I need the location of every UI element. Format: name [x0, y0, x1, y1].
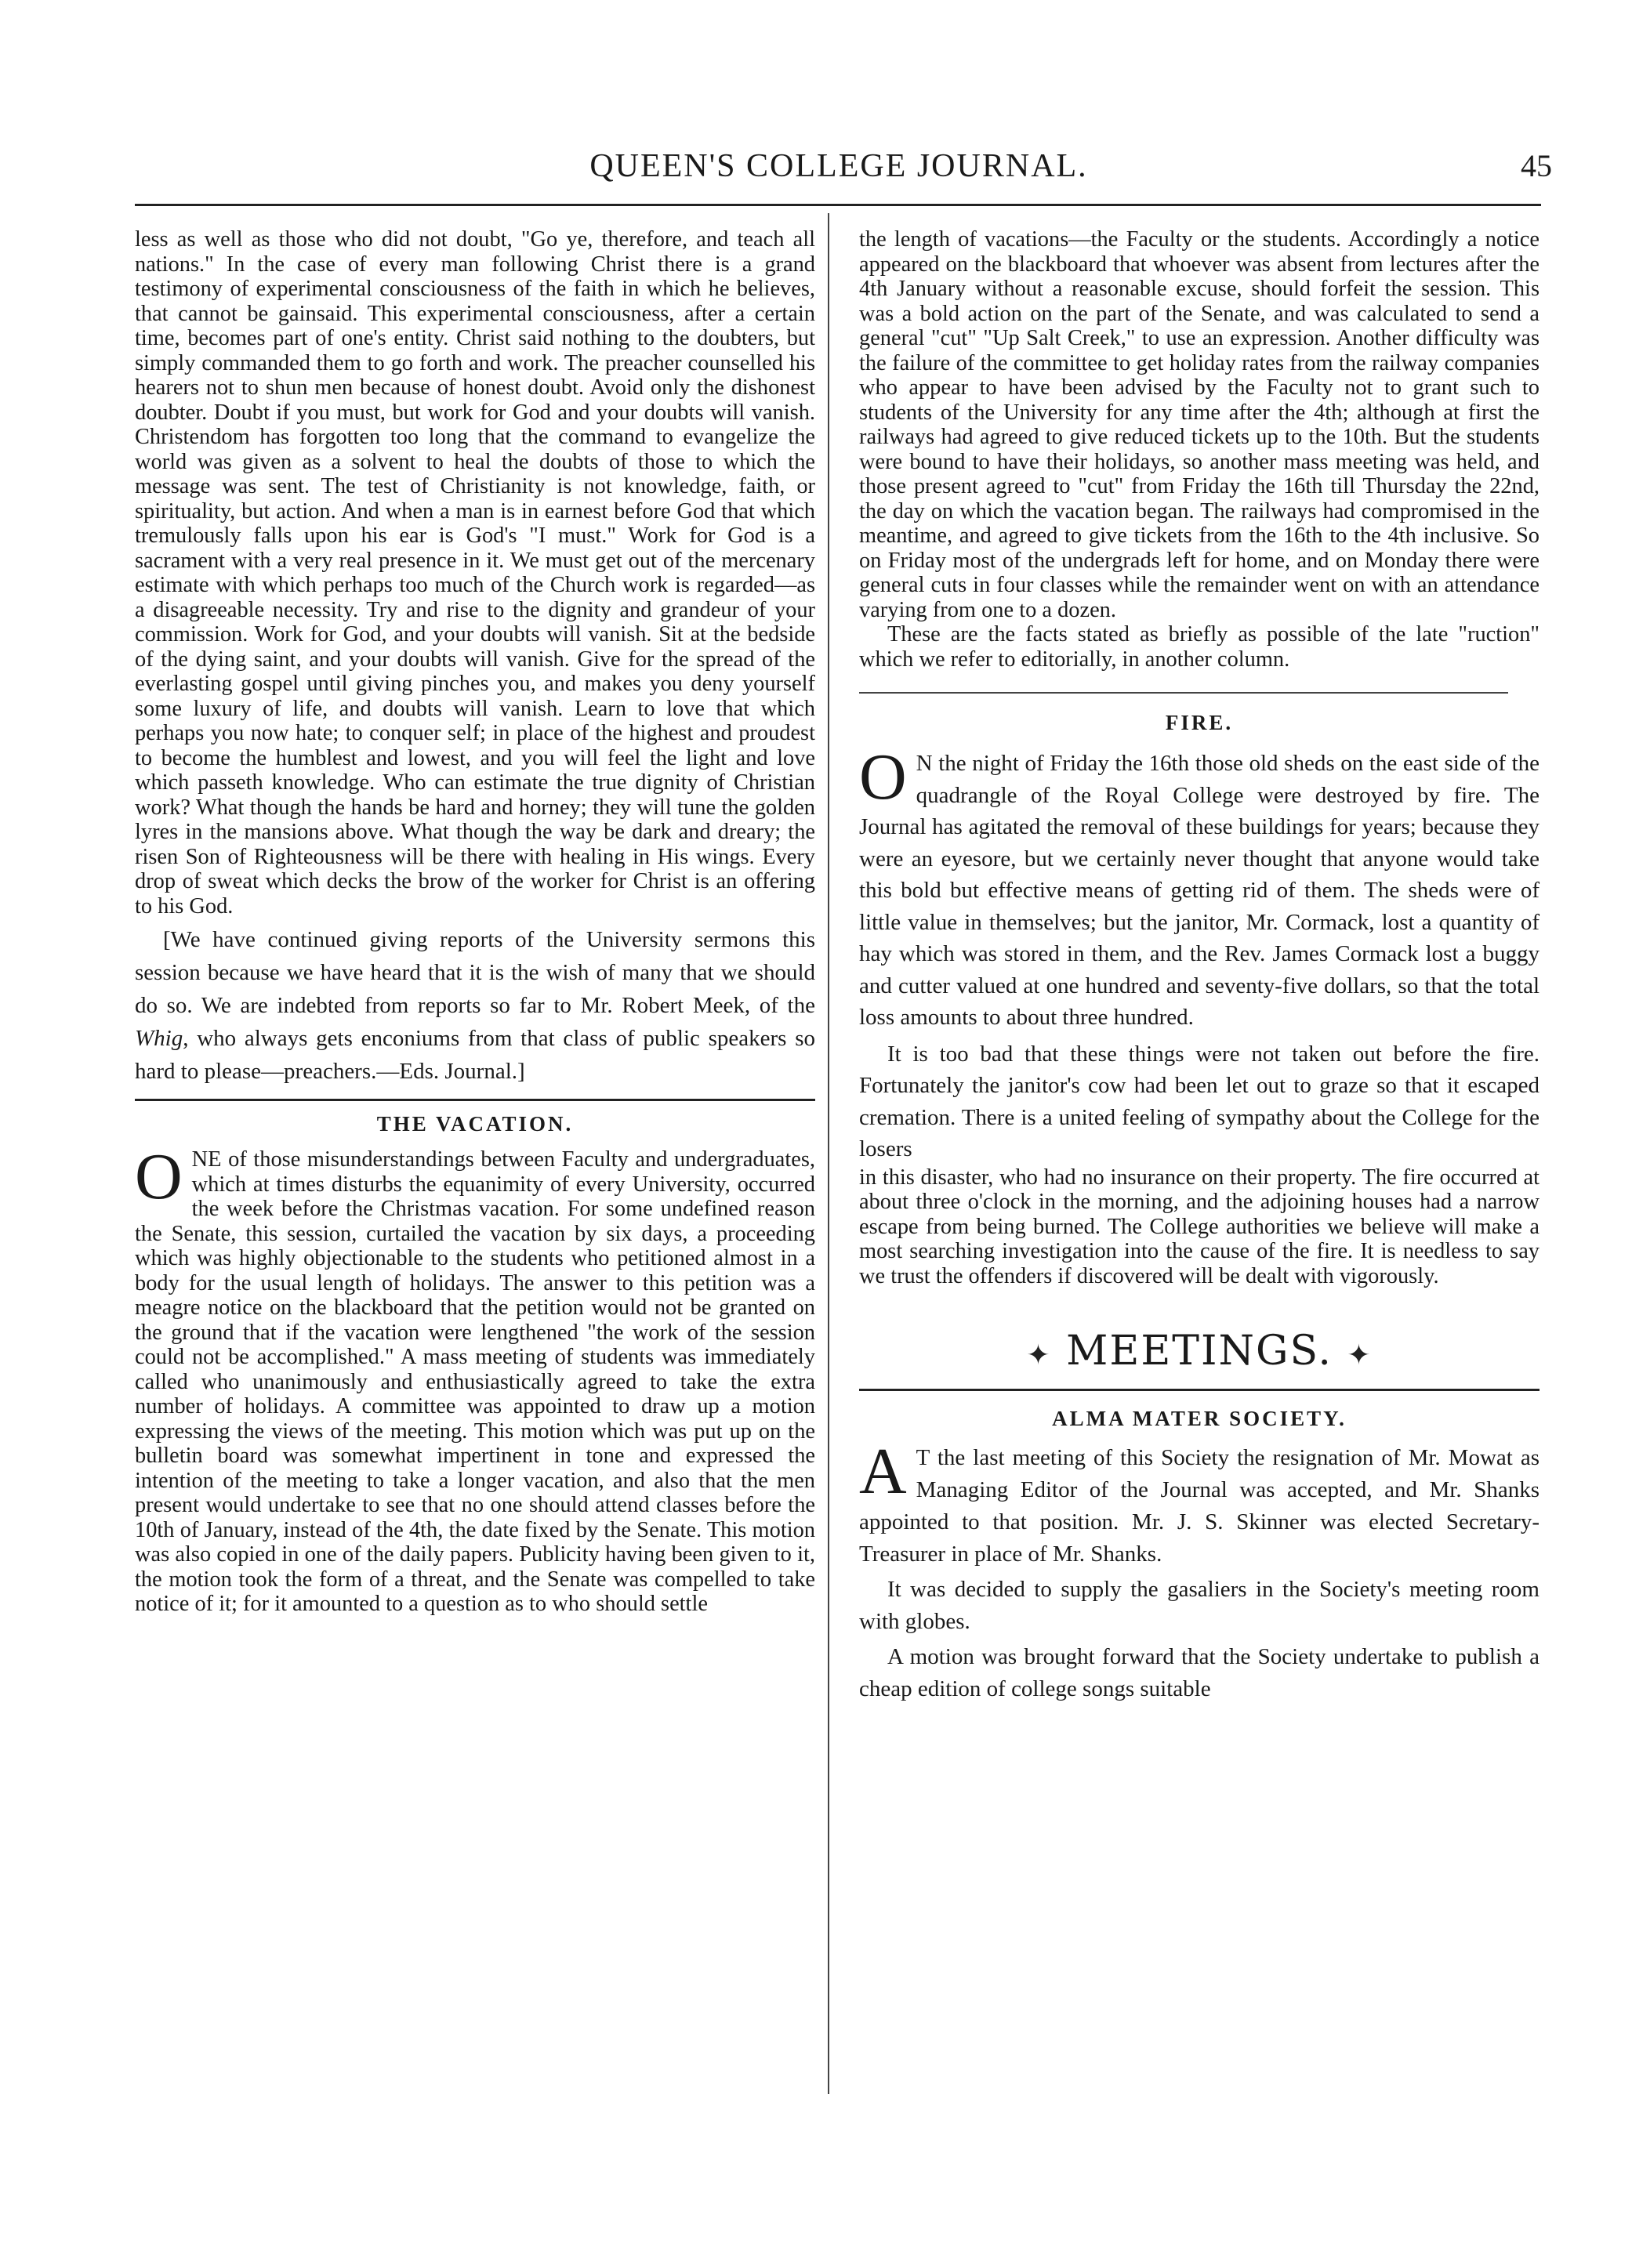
left-column — [135, 227, 815, 1617]
ams-paragraph-3: A motion was brought forward that the Society undertake to publish a cheap edition of college songs suitable — [859, 1644, 1540, 1701]
journal-title: QUEEN'S COLLEGE JOURNAL. — [589, 148, 1088, 184]
ams-dropcap: A — [859, 1435, 907, 1508]
fire-heading: FIRE. — [1165, 711, 1234, 734]
ams-paragraph-1: T the last meeting of this Society the resignation of Mr. Mowat as Managing Editor of the Journal was accepted, and Mr. Shanks appointed to that position. Mr. J. S. Skinner was elected Secretary-Treasurer in place of Mr. Shanks. — [859, 1445, 1540, 1567]
ornament-icon: ✦︎ — [1026, 1339, 1052, 1371]
column-divider — [828, 213, 829, 2094]
ams-heading: ALMA MATER SOCIETY. — [1052, 1407, 1347, 1430]
meetings-banner-text: MEETINGS. — [1066, 1328, 1333, 1375]
section-divider — [859, 692, 1508, 694]
section-divider — [135, 1099, 815, 1101]
sermon-paragraph: less as well as those who did not doubt, "Go ye, therefore, and teach all nations." In the case of every man following Christ there is a grand testimony of experimental consciousness of the faith in which he believes, that cannot be gainsaid. This experimental consciousness, after a certain time, becomes part of one's entity. Christ said nothing to the doubters, but simply commanded them to go forth and work. The preacher counselled his hearers not to shun men because of honest doubt. Avoid only the dishonest doubter. Doubt if you must, but work for God and your doubts will vanish. Christendom has forgotten too long that the command to evangelize the world was given as a solvent to heal the doubts of those to which the message was sent. The test of Christianity is not knowledge, faith, or spirituality, but action. And when a man is in earnest before God that which tremulously falls upon his ear is God's "I must." Work for God is a sacrament with a very real presence in it. We must get out of the mercenary estimate with which perhaps too much of the Church work is regarded—as a disagreeable necessity. Try and rise to the dignity and grandeur of your commission. Work for God, and your doubts will vanish. Sit at the bedside of the dying saint, and your doubts will vanish. Give for the spread of the everlasting gospel until giving pinches you, and makes you deny yourself some luxury of life, and doubts will vanish. Learn to love that which perhaps you now hate; to conquer self; in place of the highest and proudest to become the humblest and lowest, and you will feel the light and love which passeth knowledge. Who can estimate the true dignity of Christian work? What though the hands be hard and horney; they will tune the golden lyres in the mansions above. What though the way be dark and dreary; the risen Son of Righteousness will be there with healing in His wings. Every drop of sweat which decks the brow of the worker for Christ is an offering to his God. — [135, 227, 815, 918]
meetings-banner — [859, 1328, 1540, 1375]
ams-article — [859, 1435, 1540, 1705]
editorial-note-text-end: , who always gets enconiums from that class of public speakers so hard to please—preachers.—Eds. Journal.] — [135, 1026, 815, 1084]
fire-article — [859, 741, 1540, 1165]
vacation-heading: THE VACATION. — [376, 1112, 574, 1136]
ornament-icon: ✦︎ — [1347, 1339, 1373, 1371]
editorial-note — [135, 923, 815, 1088]
vacation-dropcap: O — [135, 1140, 183, 1213]
spacer — [859, 1288, 1540, 1296]
vacation-article — [135, 1140, 815, 1617]
sermon-text — [135, 227, 815, 918]
editorial-note-italic: Whig — [135, 1026, 183, 1051]
header-rule — [135, 204, 1541, 206]
fire-paragraph-2a: It is too bad that these things were not taken out before the fire. Fortunately the janitor's cow had been let out to graze so that it escaped cremation. There is a united feeling of sympathy about the College for the losers — [859, 1041, 1540, 1161]
fire-dropcap: O — [859, 741, 907, 813]
section-divider — [859, 1389, 1540, 1391]
editorial-note-text: [We have continued giving reports of the University sermons this session because we have heard that it is the wish of many that we should do so. We are indebted from reports so far to Mr. Robert Meek, of the — [135, 927, 815, 1018]
vacation-paragraph: NE of those misunderstandings between Faculty and undergraduates, which at times disturbs the equanimity of every University, occurred the week before the Christmas vacation. For some undefined reason the Senate, this session, curtailed the vacation by six days, a proceeding which was highly objectionable to the students who petitioned almost in a body for the usual length of holidays. The answer to this petition was a meagre notice on the blackboard that the petition would not be granted on the ground that if the vacation were lengthened "the work of the session could not be accomplished." A mass meeting of students was immediately called who unanimously and enthusiastically agreed to take the extra number of holidays. A committee was appointed to draw up a motion expressing the views of the meeting. This motion which was put up on the bulletin board was somewhat impertinent in tone and expressed the intention of the meeting to take a longer vacation, and also that the men present would undertake to see that no one should attend classes before the 10th of January, instead of the 4th, the date fixed by the Senate. This motion was also copied in one of the daily papers. Publicity having been given to it, the motion took the form of a threat, and the Senate was compelled to take notice of it; for it amounted to a question as to who should settle — [135, 1147, 815, 1616]
vacation-continued — [859, 227, 1540, 672]
right-column — [859, 227, 1540, 1705]
fire-article-continued — [859, 1165, 1540, 1289]
fire-paragraph-1: N the night of Friday the 16th those old sheds on the east side of the quadrangle of the Royal College were destroyed by fire. The Journal has agitated the removal of these buildings for years; because they were an eyesore, but we certainly never thought that anyone would take this bold but effective means of getting rid of them. The sheds were of little value in themselves; but the janitor, Mr. Cormack, lost a quantity of hay which was stored in them, and the Rev. James Cormack lost a buggy and cutter valued at one hundred and seventy-five dollars, so that the total loss amounts to about three hundred. — [859, 751, 1540, 1030]
vacation-continued-paragraph: the length of vacations—the Faculty or the students. Accordingly a notice appeared on the blackboard that whoever was absent from lectures after the 4th January without a reasonable excuse, should forfeit the session. This was a bold action on the part of the Senate, and was calculated to send a general "cut" "Up Salt Creek," to use an expression. Another difficulty was the failure of the committee to get holiday rates from the railway companies who appear to have been advised by the Faculty not to grant such to students of the University for any time after the 4th; although at first the railways had agreed to give reduced tickets up to the 10th. But the students were bound to have their holidays, so another mass meeting was held, and those present agreed to "cut" from Friday the 16th till Thursday the 22nd, the day on which the vacation began. The railways had compromised in the meantime, and agreed to give tickets from the 16th to the 4th inclusive. So on Friday most of the undergrads left for home, and on Monday there were general cuts in four classes while the remainder went on with an attendance varying from one to a dozen. — [859, 227, 1540, 622]
page-header — [125, 147, 1552, 194]
ams-paragraph-2: It was decided to supply the gasaliers in the Society's meeting room with globes. — [859, 1577, 1540, 1634]
fire-paragraph-2b: in this disaster, who had no insurance on their property. The fire occurred at about three o'clock in the morning, and the adjoining houses had a narrow escape from being burned. The College authorities we believe will make a most searching investigation into the cause of the fire. It is needless to say we trust the offenders if discovered will be dealt with vigorously. — [859, 1165, 1540, 1288]
vacation-closing-paragraph: These are the facts stated as briefly as possible of the late "ruction" which we refer to editorially, in another column. — [859, 622, 1540, 672]
page-number: 45 — [1521, 148, 1552, 183]
